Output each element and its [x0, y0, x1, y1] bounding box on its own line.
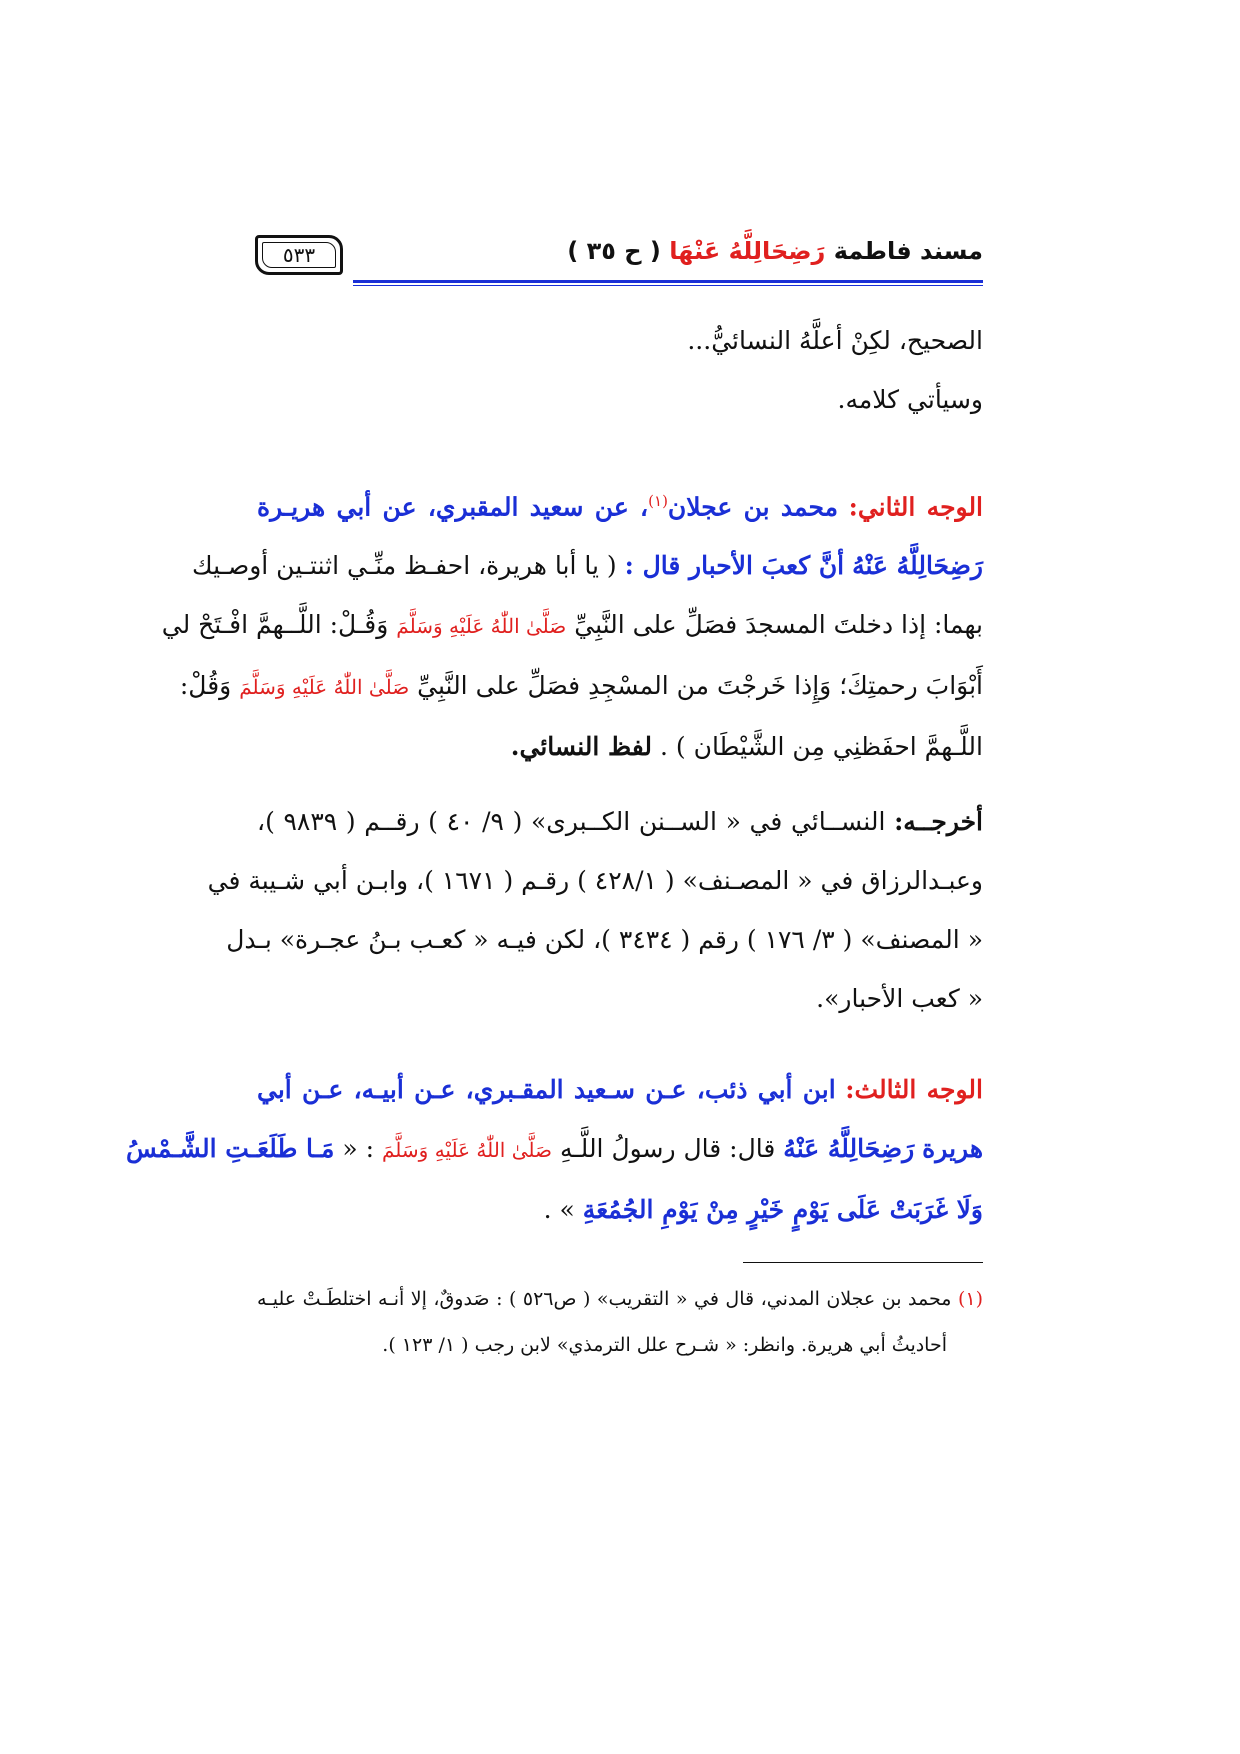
- footnote-divider: [743, 1262, 983, 1263]
- honorific: رَضِحَالِلَّهُ عَنْهُ: [783, 1134, 915, 1163]
- matn-text: بهما: إذا دخلتَ المسجدَ فصَلِّ على النَّبِيِّ: [574, 610, 983, 640]
- text-line: [257, 472, 983, 536]
- paragraph-intro: [257, 311, 983, 429]
- text-line: [179, 656, 983, 717]
- narrator-name: محمد بن عجلان: [667, 492, 839, 522]
- text-line: [257, 717, 983, 776]
- matn-text: : «: [342, 1134, 375, 1163]
- header-title-honorific: رَضِحَالِلَّهُ عَنْهَا: [669, 237, 826, 265]
- footnote-text: محمد بن عجلان المدني، قال في « التقريب» ( ص٥٢٦ ) : صَدوقٌ، إلا أنـه اختلطَـتْ عليـه: [257, 1288, 952, 1310]
- isnad-chain: ، عن سعيد المقبري، عن أبي هريـرة: [257, 492, 649, 522]
- footnote-text: أحاديثُ أبي هريرة. وانظر: « شـرح علل الترمذي» لابن رجب ( ١/ ١٢٣ ).: [382, 1334, 947, 1356]
- text-line: الصحيح، لكِنْ أعلَّهُ النسائيُّ...: [687, 326, 983, 355]
- header-rule: [353, 280, 983, 286]
- paragraph-third-narration: [126, 1060, 983, 1239]
- header-title: [567, 237, 983, 265]
- isnad-text: أنَّ كعبَ الأحبار قال :: [624, 551, 845, 581]
- narrator-name: هريرة: [922, 1134, 983, 1163]
- honorific: رَضِحَالِلَّهُ عَنْهُ: [852, 551, 983, 581]
- takhrij-label: أخرجــه:: [894, 807, 984, 836]
- matn-text: وَقُـلْ: اللَّــهمَّ افْـتَحْ لي: [161, 610, 389, 640]
- text-line: وسيأتي كلامه.: [837, 385, 983, 414]
- text-line: [126, 1119, 983, 1180]
- running-header: [255, 237, 983, 277]
- paragraph-takhrij: [207, 792, 984, 1028]
- text-line: [257, 1180, 983, 1239]
- text-line: [161, 595, 983, 656]
- footnote-number: (١): [957, 1288, 984, 1310]
- section-heading: الوجه الثاني:: [848, 492, 984, 522]
- text-line: [257, 1060, 983, 1119]
- text-line: [257, 792, 983, 851]
- footnote-reference[interactable]: (١): [648, 492, 668, 510]
- text-line: وعبـدالرزاق في « المصـنف» ( ٤٢٨/١ ) رقـم ( ١٦٧١ )، وابـن أبي شـيبة في: [207, 866, 983, 895]
- matn-text: قال: قال رسولُ اللَّـهِ: [559, 1134, 776, 1163]
- isnad-chain: ابن أبي ذئب، عـن سـعيد المقـبري، عـن أبيـه، عـن أبي: [257, 1075, 836, 1104]
- matn-text: وَقُلْ:: [179, 671, 232, 701]
- header-title-main: مسند فاطمة: [833, 237, 983, 265]
- hadith-text: مَـا طَلَعَـتِ الشَّـمْسُ: [126, 1134, 335, 1163]
- salawat-glyph: صَلَّىٰ اللّٰهُ عَلَيْهِ وَسَلَّمَ: [396, 614, 567, 639]
- section-heading: الوجه الثالث:: [845, 1075, 983, 1104]
- matn-text: ( يا أبا هريرة، احفـظ منِّـي اثنتـين أوصـيك: [192, 551, 617, 581]
- hadith-text: وَلَا غَرَبَتْ عَلَى يَوْمٍ خَيْرٍ مِنْ يَوْمِ الجُمُعَةِ: [582, 1195, 983, 1224]
- page-number-frame: [255, 235, 343, 275]
- source-note: لفظ النسائي.: [510, 732, 653, 762]
- paragraph-second-narration: [161, 472, 984, 776]
- footnote: [257, 1276, 983, 1368]
- takhrij-text: النســائي في « الســنن الكــبرى» ( ٩/ ٤٠ ) رقــم ( ٩٨٣٩ )،: [257, 807, 886, 836]
- footnote-line: [257, 1276, 983, 1322]
- salawat-glyph: صَلَّىٰ اللّٰهُ عَلَيْهِ وَسَلَّمَ: [381, 1138, 552, 1162]
- header-title-hadith-number: ( ح ٣٥ ): [567, 237, 661, 265]
- text-line: « المصنف» ( ٣/ ١٧٦ ) رقم ( ٣٤٣٤ )، لكن فيـه « كعـب بـنُ عجـرة» بـدل: [226, 925, 983, 954]
- matn-text: أَبْوَابَ رحمتِكَ؛ وَإِذا خَرجْتَ من المسْجِدِ فصَلِّ على النَّبِيِّ: [417, 671, 983, 701]
- salawat-glyph: صَلَّىٰ اللّٰهُ عَلَيْهِ وَسَلَّمَ: [239, 675, 410, 700]
- page-number: ٥٣٣: [282, 243, 316, 267]
- text-line: [192, 536, 983, 595]
- footnote-line: [257, 1322, 983, 1368]
- matn-text: اللَّـهمَّ احفَظنِي مِن الشَّيْطَان ) .: [659, 732, 983, 762]
- matn-text: » .: [543, 1195, 575, 1224]
- text-line: « كعب الأحبار».: [816, 984, 983, 1013]
